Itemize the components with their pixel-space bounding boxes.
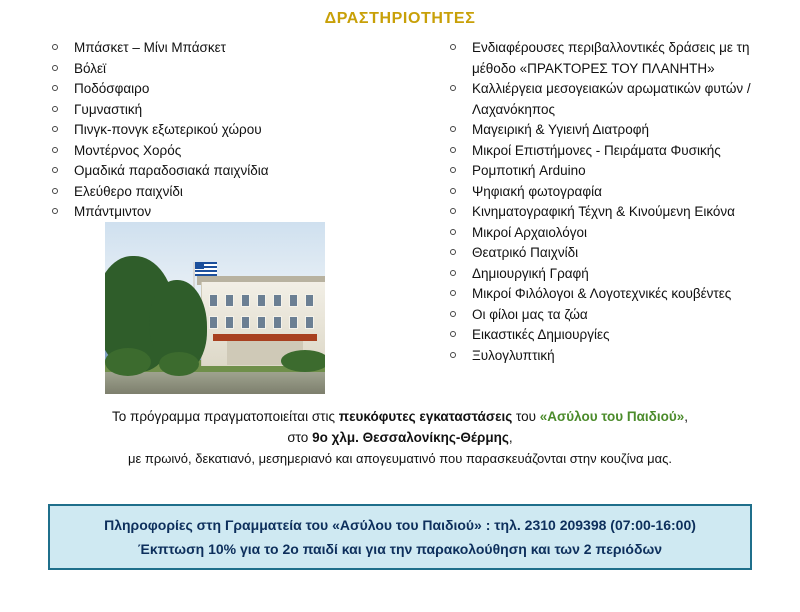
caption-text: Το πρόγραμμα πραγματοποιείται στις	[112, 409, 339, 424]
caption-highlight-address: 9ο χλμ. Θεσσαλονίκης-Θέρμης	[312, 430, 509, 445]
list-item-label: Μικροί Επιστήμονες - Πειράματα Φυσικής	[472, 142, 721, 158]
circle-bullet-icon	[450, 85, 456, 91]
caption-text: του	[512, 409, 540, 424]
list-item-label: Πινγκ-πονγκ εξωτερικού χώρου	[74, 122, 262, 137]
photo-driveway	[105, 372, 325, 394]
photo-window	[225, 316, 234, 329]
circle-bullet-icon	[450, 290, 456, 296]
photo-window	[305, 294, 314, 307]
list-item-label: Μικροί Αρχαιολόγοι	[472, 224, 587, 240]
list-item-label: Ομαδικά παραδοσιακά παιχνίδια	[74, 163, 269, 178]
photo-bush	[281, 350, 325, 372]
list-item	[42, 100, 422, 121]
photo-window	[289, 294, 298, 307]
circle-bullet-icon	[450, 167, 456, 173]
greek-flag-canton	[195, 262, 204, 269]
photo-window	[273, 316, 282, 329]
list-item-label: Ψηφιακή φωτογραφία	[472, 183, 602, 199]
list-item	[42, 38, 422, 59]
list-item	[42, 202, 422, 223]
list-item	[440, 223, 790, 244]
list-item-label: Μπάσκετ – Μίνι Μπάσκετ	[74, 40, 226, 55]
circle-bullet-icon	[52, 208, 58, 214]
list-item	[440, 120, 790, 141]
page-title: ΔΡΑΣΤΗΡΙΟΤΗΤΕΣ	[324, 10, 476, 27]
list-item	[42, 182, 422, 203]
list-item-label: Μπάντμιντον	[74, 204, 152, 219]
circle-bullet-icon	[450, 208, 456, 214]
list-item-label: Δημιουργική Γραφή	[472, 265, 589, 281]
activities-left-list	[42, 38, 422, 223]
photo-window	[273, 294, 282, 307]
list-item	[440, 38, 790, 79]
list-item	[440, 202, 790, 223]
circle-bullet-icon	[450, 229, 456, 235]
banner-line-discount: Έκπτωση 10% για το 2ο παιδί και για την παρακολούθηση και των 2 περιόδων	[137, 541, 663, 557]
activities-right-list	[440, 38, 790, 366]
circle-bullet-icon	[450, 126, 456, 132]
list-item-label: Μοντέρνος Χορός	[74, 142, 182, 158]
photo-window	[257, 294, 266, 307]
circle-bullet-icon	[52, 85, 58, 91]
list-item-label: Καλλιέργεια μεσογειακών αρωματικών φυτών / Λαχανόκηπος	[472, 81, 751, 117]
photo-window	[305, 316, 314, 329]
list-item-label: Θεατρικό Παιχνίδι	[472, 245, 579, 260]
caption-text: ,	[684, 409, 688, 424]
list-item	[42, 141, 422, 162]
photo-window	[225, 294, 234, 307]
list-item-label: Κινηματογραφική Τέχνη & Κινούμενη Εικόνα	[472, 204, 735, 219]
list-item	[440, 161, 790, 182]
list-item-label: Ελεύθερο παιχνίδι	[74, 183, 183, 199]
photo-window	[257, 316, 266, 329]
photo-window	[241, 294, 250, 307]
caption-highlight-asylum: «Ασύλου του Παιδιού»	[539, 409, 685, 424]
circle-bullet-icon	[450, 188, 456, 194]
caption-text: στο	[287, 430, 313, 445]
list-item	[440, 346, 790, 367]
program-caption	[0, 406, 800, 469]
photo-window	[209, 294, 218, 307]
photo-window	[241, 316, 250, 329]
list-item-label: Εικαστικές Δημιουργίες	[472, 327, 610, 342]
list-item-label: Βόλεϊ	[74, 60, 107, 76]
activities-left-column	[42, 38, 422, 223]
list-item-label: Μαγειρική & Υγιεινή Διατροφή	[472, 122, 650, 137]
photo-bush	[159, 352, 199, 376]
photo-window	[289, 316, 298, 329]
list-item	[42, 161, 422, 182]
circle-bullet-icon	[52, 147, 58, 153]
circle-bullet-icon	[450, 331, 456, 337]
list-item	[440, 325, 790, 346]
list-item	[42, 79, 422, 100]
photo-awning	[213, 334, 317, 341]
circle-bullet-icon	[450, 147, 456, 153]
list-item-label: Ποδόσφαιρο	[74, 81, 150, 96]
caption-line-3: με πρωινό, δεκατιανό, μεσημεριανό και απογευματινό που παρασκευάζονται στην κουζίνα μας.	[127, 451, 673, 466]
photo-window	[209, 316, 218, 329]
caption-text: ,	[508, 430, 513, 445]
activities-right-column	[440, 38, 790, 366]
list-item-label: Ρομποτική Arduino	[472, 163, 586, 178]
list-item	[440, 264, 790, 285]
photo-bush	[105, 348, 151, 376]
circle-bullet-icon	[450, 44, 456, 50]
list-item	[42, 59, 422, 80]
circle-bullet-icon	[450, 352, 456, 358]
circle-bullet-icon	[52, 44, 58, 50]
list-item	[440, 284, 790, 305]
circle-bullet-icon	[450, 311, 456, 317]
list-item	[440, 141, 790, 162]
list-item	[440, 305, 790, 326]
list-item	[42, 120, 422, 141]
circle-bullet-icon	[450, 249, 456, 255]
circle-bullet-icon	[450, 270, 456, 276]
list-item	[440, 79, 790, 120]
list-item-label: Ενδιαφέρουσες περιβαλλοντικές δράσεις με τη μέθοδο «ΠΡΑΚΤΟΡΕΣ ΤΟΥ ΠΛΑΝΗΤΗ»	[472, 40, 750, 76]
list-item-label: Ξυλογλυπτική	[472, 347, 555, 363]
banner-line-contact: Πληροφορίες στη Γραμματεία του «Ασύλου του Παιδιού» : τηλ. 2310 209398 (07:00-16:00)	[104, 517, 696, 533]
info-banner	[48, 504, 752, 570]
list-item-label: Οι φίλοι μας τα ζώα	[472, 306, 588, 322]
caption-line-1	[0, 406, 800, 427]
circle-bullet-icon	[52, 126, 58, 132]
caption-line-2	[0, 427, 800, 448]
circle-bullet-icon	[52, 167, 58, 173]
circle-bullet-icon	[52, 65, 58, 71]
list-item-label: Μικροί Φιλόλογοι & Λογοτεχνικές κουβέντες	[472, 286, 732, 301]
list-item	[440, 243, 790, 264]
circle-bullet-icon	[52, 106, 58, 112]
building-photo	[105, 222, 325, 394]
circle-bullet-icon	[52, 188, 58, 194]
list-item	[440, 182, 790, 203]
caption-highlight-facilities: πευκόφυτες εγκαταστάσεις	[338, 409, 513, 424]
list-item-label: Γυμναστική	[74, 101, 143, 117]
